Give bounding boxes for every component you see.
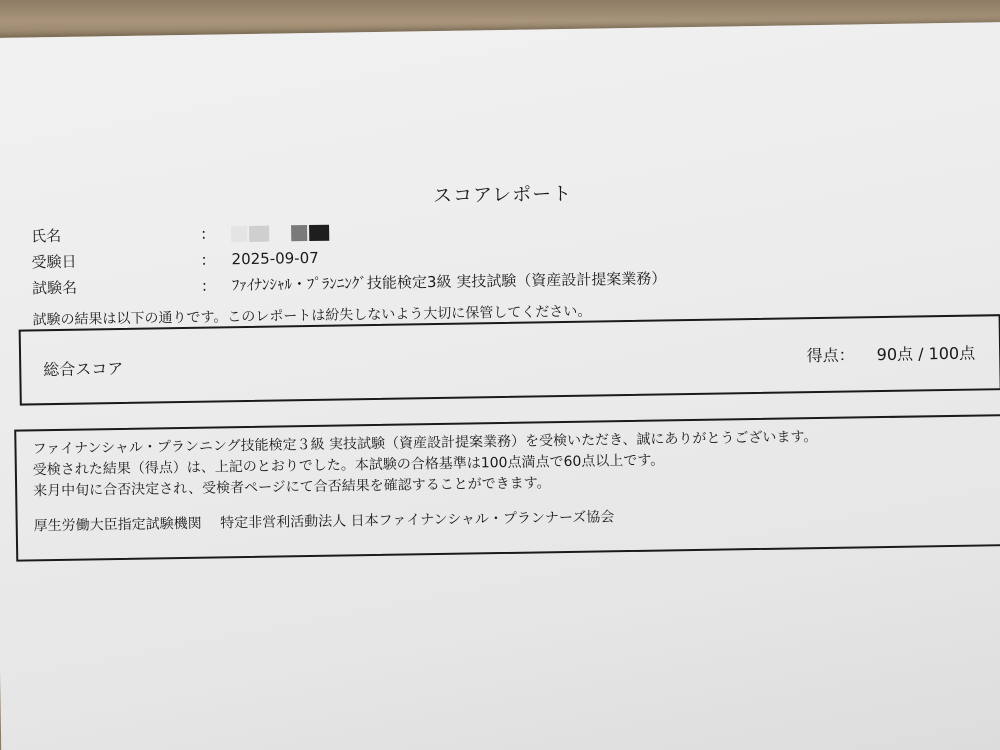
result-note: 試験の結果は以下の通りです。このレポートは紛失しないよう大切に保管してください。 bbox=[32, 303, 592, 329]
message-line-3: 来月中旬に合否決定され、受検者ページにて合否結果を確認することができます。 bbox=[33, 475, 551, 500]
exam-name-label: 試験名 bbox=[31, 278, 78, 298]
name-colon: : bbox=[201, 224, 207, 243]
points-label: 得点： bbox=[806, 345, 855, 366]
exam-name-value: ﾌｧｲﾅﾝｼｬﾙ・ﾌﾟﾗﾝﾆﾝｸﾞ技能検定3級 実技試験（資産設計提案業務） bbox=[231, 269, 667, 295]
redacted-name bbox=[231, 221, 329, 245]
score-points bbox=[806, 341, 975, 367]
exam-date-colon: : bbox=[201, 250, 207, 269]
total-score-box bbox=[19, 314, 1000, 405]
exam-name-row bbox=[32, 267, 667, 299]
score-report-sheet bbox=[0, 22, 1000, 750]
points-value: 90点 / 100点 bbox=[876, 343, 976, 365]
exam-date-label: 受験日 bbox=[31, 252, 77, 272]
message-box bbox=[14, 414, 1000, 562]
message-line-1: ファイナンシャル・プランニング技能検定３級 実技試験（資産設計提案業務）を受検いただき、誠にありがとうございます。 bbox=[32, 429, 818, 458]
message-line-2: 受検された結果（得点）は、上記のとおりでした。本試験の合格基準は100点満点で60点以上です。 bbox=[32, 452, 665, 479]
report-title: スコアレポート bbox=[432, 182, 573, 208]
name-label: 氏名 bbox=[31, 226, 62, 246]
issuing-organization: 厚生労働大臣指定試験機関 特定非営利活動法人 日本ファイナンシャル・プランナーズ協会 bbox=[33, 509, 615, 535]
exam-date-value: 2025-09-07 bbox=[231, 248, 319, 269]
exam-date-row bbox=[31, 247, 318, 274]
name-row bbox=[31, 221, 329, 248]
exam-name-colon: : bbox=[201, 276, 208, 295]
total-score-label: 総合スコア bbox=[43, 358, 124, 380]
